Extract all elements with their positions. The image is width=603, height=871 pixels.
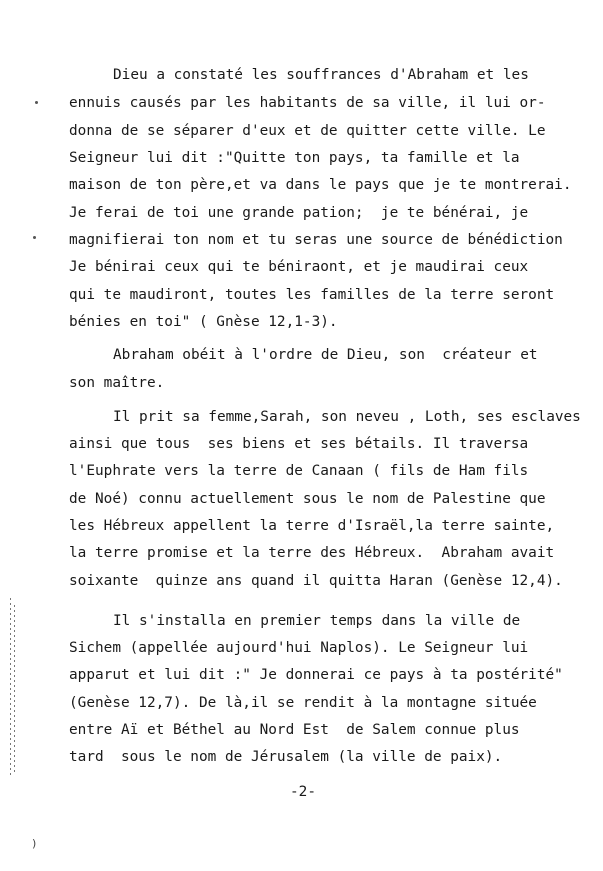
text-line: de Noé) connu actuellement sous le nom de Palestine que (69, 491, 546, 507)
text-line: Je bénirai ceux qui te béniraont, et je maudirai ceux (69, 259, 529, 275)
text-line: Je ferai de toi une grande pation; je te bénérai, je (69, 205, 529, 221)
text-line: son maître. (69, 375, 165, 391)
text-line: apparut et lui dit :" Je donnerai ce pays à ta postérité" (69, 667, 563, 683)
text-line: Abraham obéit à l'ordre de Dieu, son créateur et (113, 347, 538, 363)
text-line: les Hébreux appellent la terre d'Israël,la terre sainte, (69, 518, 555, 534)
page-number: -2- (290, 784, 316, 800)
text-line: l'Euphrate vers la terre de Canaan ( fils de Ham fils (69, 463, 529, 479)
text-line: Il s'installa en premier temps dans la ville de (113, 613, 521, 629)
text-line: la terre promise et la terre des Hébreux. Abraham avait (69, 545, 555, 561)
text-line: bénies en toi" ( Gnèse 12,1-3). (69, 314, 338, 330)
text-line: Seigneur lui dit :"Quitte ton pays, ta famille et la (69, 150, 520, 166)
text-line: qui te maudiront, toutes les familles de la terre seront (69, 287, 555, 303)
text-line: donna de se séparer d'eux et de quitter cette ville. Le (69, 123, 546, 139)
text-line: Il prit sa femme,Sarah, son neveu , Loth, ses esclaves (113, 409, 581, 425)
text-line: magnifierai ton nom et tu seras une source de bénédiction (69, 232, 563, 248)
text-line: ennuis causés par les habitants de sa ville, il lui or- (69, 95, 546, 111)
text-line: maison de ton père,et va dans le pays que je te montrerai. (69, 177, 572, 193)
margin-dot (33, 236, 36, 239)
text-line: tard sous le nom de Jérusalem (la ville de paix). (69, 749, 503, 765)
text-line: entre Aï et Béthel au Nord Est de Salem connue plus (69, 722, 520, 738)
margin-scan-line (10, 598, 11, 778)
margin-scan-line (14, 605, 15, 775)
margin-mark: ) (31, 837, 38, 850)
text-line: soixante quinze ans quand il quitta Haran (Genèse 12,4). (69, 573, 563, 589)
text-line: ainsi que tous ses biens et ses bétails. Il traversa (69, 436, 529, 452)
margin-dot (35, 101, 38, 104)
text-line: Sichem (appellée aujourd'hui Naplos). Le Seigneur lui (69, 640, 529, 656)
text-line: Dieu a constaté les souffrances d'Abraham et les (113, 67, 529, 83)
text-line: (Genèse 12,7). De là,il se rendit à la montagne située (69, 695, 537, 711)
